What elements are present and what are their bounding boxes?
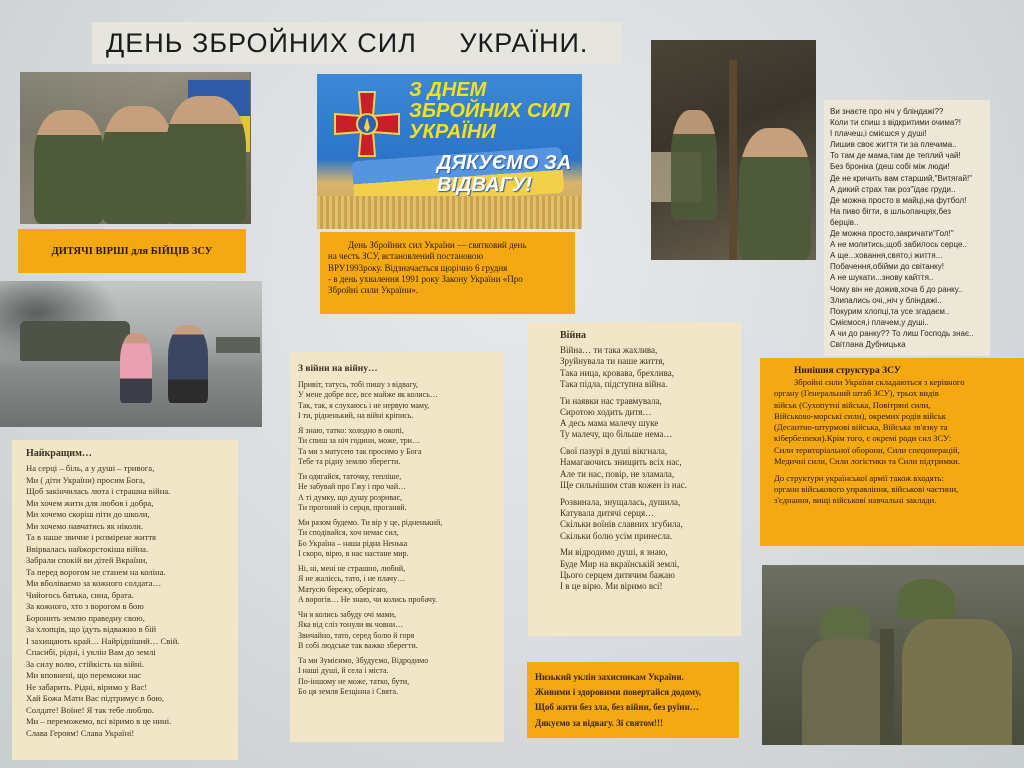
dugout-poem-line: берців.. [830, 217, 859, 227]
poem-war-line: А десь мама малечу шуке [560, 418, 659, 429]
poem-war-letter-line: Тебе та рідну землю зберегти. [298, 456, 401, 466]
structure-line: Збройні сили України складаються з керівного [794, 377, 965, 387]
bow-line: Низький уклін захисникам України. [535, 672, 684, 682]
poem-best-line: На серці – біль, а у душі – тривога, [26, 463, 155, 473]
helmet [820, 605, 870, 639]
poem-war-letter-line: У мене добре все, все майже як колись… [298, 390, 438, 400]
poem-war-line: І в це вірю. Ми віримо всі! [560, 581, 663, 592]
dugout-poem-line: А ще...ховання,свято,і життя... [830, 251, 943, 261]
poem-war-letter-line: Ти прогоняй із серця, проганяй. [298, 502, 407, 512]
dugout-poem [824, 100, 990, 356]
poem-best-line: Ми хочемо скоріш піти до школи, [26, 509, 150, 519]
poem-best-line: Не забарить. Рідні, віримо у Вас! [26, 681, 148, 692]
poem-best-line: Слава Героям! Слава Україні! [26, 727, 135, 738]
poem-war-letter-line: А ворогів… Не знаю, чи колись пробачу. [298, 594, 438, 604]
poem-war-line: Але ти нас, повір, не зламала, [560, 468, 675, 479]
poem-best-line: Ми хочем жити для любов і добра, [26, 497, 154, 508]
children-poems-text: ДИТЯЧІ ВІРШІ для БІЙЦІВ ЗСУ [51, 245, 213, 257]
structure-title: Нинішня структура ЗСУ [794, 366, 901, 376]
poem-best [12, 440, 238, 760]
poem-war-line: Така ница, кровава, брехлива, [560, 367, 674, 378]
structure-line: військ (Сухопутні війська, Повітряні сили, [774, 399, 931, 410]
dugout-poem-line: Покурим хлопці,та усе згадаєм.. [830, 306, 950, 316]
soldier-figure [168, 325, 208, 403]
poem-war-line: Ми відродимо душі, я знаю, [560, 547, 668, 558]
dugout-poem-line: Світлана Дубницька [830, 339, 906, 349]
poem-best-line: Ми хочемо навчатись як ніколи. [26, 520, 143, 531]
structure-line: з'єднання, вищі військові навчальні заклади. [774, 495, 937, 506]
poem-best-line: За кожного, хто з ворогом в бою [26, 601, 144, 611]
holiday-info-line: Збройні сили України». [328, 285, 419, 296]
dugout-poem-line: На пиво бігти, в шльопанцях,без [830, 206, 951, 216]
poem-best-line: Ми вболіваємо за кожного солдата… [26, 578, 162, 588]
dugout-poem-line: Де можна просто в майці,на футбол! [830, 195, 967, 205]
poem-war-title: Війна [560, 330, 586, 341]
poem-war-letter-line: В собі людське так важко зберегти. [298, 640, 418, 650]
dugout-poem-line: А чи до ранку?? То лиш Господь знає.. [830, 328, 974, 338]
poem-best-line: Солдате! Воїне! Я так тебе люблю. [26, 704, 154, 715]
structure-line: Медичні сили, Сили логістики та Сили підтримки. [774, 456, 960, 467]
banner-thanks-line: ЗА ВІДВАГУ! [437, 152, 572, 196]
armed-forces-day-banner [317, 74, 582, 229]
poem-best-line: Та перед ворогом не станем на коліна. [26, 566, 166, 577]
dugout-poem-line: А не шукати...знову кайття.. [830, 273, 934, 283]
holiday-info-line: ВРУ1993року. Відзначається щорічно 6 грудня [328, 262, 508, 273]
poem-war-letter-line: Ти спиш за ніч години, може, три… [298, 436, 420, 446]
mortar-tube [880, 629, 894, 745]
banner-title-line: З ДНЕМ [409, 79, 487, 101]
child-and-apc-photo [0, 281, 262, 427]
poem-war-letter-line: Так, так, я слухаюсь і не нервую маму, [298, 400, 430, 410]
armed-forces-cross-icon [331, 88, 403, 160]
poem-war-letter-line: Не забувай про Гжу і про чай… [298, 482, 407, 492]
dugout-poem-line: Де можна просто,закричати"Гол!" [830, 229, 954, 239]
poem-war-letter-line: Звичайно, тато, серед болю й горя [298, 630, 415, 640]
poem-war-line: Ту малечу, що більше нема… [560, 429, 673, 440]
poem-best-line: Ввірвалась найжорстокіша війна. [26, 543, 149, 554]
poem-best-line: Хай Божа Мати Вас підтримує в бою, [26, 693, 165, 703]
poem-war-letter-line: Я не жалієсь, тато, і не плачу… [298, 574, 406, 584]
child-figure [120, 333, 152, 403]
poem-war-letter-line: Та ми з матусею так просимо у Бога [298, 446, 422, 456]
helmet [897, 579, 955, 619]
holiday-info-box [320, 232, 575, 314]
poem-best-line: Ми вповнені, що переможи нас [26, 670, 142, 680]
poem-war-letter-line: І скоро, вірю, в нас настане мир. [298, 548, 409, 558]
dugout-poem-line: Без броніка (деш собі між люди! [830, 162, 950, 172]
dugout-poem-line: Побачення,обійми до світанку! [830, 262, 944, 272]
poem-war-letter-line: Ти сподівайся, хоч немає сил, [298, 528, 399, 538]
poem-war-letter-line: Чи я колись забуду очі мами, [298, 609, 396, 619]
poem-war-letter-line: Я знаю, татко: холодно в окопі, [298, 425, 404, 435]
poem-war-letter-line: І наші душі, й села і міста. [298, 666, 389, 676]
dugout-poem-line: Ви знаєте про ніч у бліндажі?? [830, 107, 944, 116]
dugout-poem-line: Коли ти спиш з відкритими очима?! [830, 118, 961, 128]
poem-war-line: Скільки воїнів славних згубила, [560, 519, 683, 530]
structure-line: органи військового управління, військові частини, [774, 483, 959, 494]
bow-line: Дякуємо за відвагу. Зі святом!!! [535, 717, 663, 728]
poem-best-line: Забрали спокій ви дітей Вкраїни, [26, 555, 148, 565]
structure-line: Військово-морські сили), окремих родів військ [774, 410, 946, 421]
poem-best-line: За силу волю, стійкість на війні. [26, 658, 145, 669]
bow-box [527, 662, 739, 738]
poem-war-letter-line: Яка від сліз тонули як човни… [298, 620, 404, 630]
poem-war-letter-line: Та ми Зумієимо, Збудуємо, Відродимо [298, 655, 429, 665]
soldiers-group-photo [20, 72, 251, 224]
poem-war-line: Буде Мир на вкраїнській землі, [560, 558, 680, 569]
holiday-info-line: на честь ЗСУ, встановлений постановою [328, 251, 484, 262]
holiday-info-line: - в день ухвалення 1991 року Закону України «Про [328, 273, 523, 284]
dugout-poem-line: Сміємося,і плачем,у душі.. [830, 317, 929, 327]
children-poems-label [18, 229, 246, 273]
poem-best-title: Найкращим… [26, 448, 92, 459]
bow-line: Живими і здоровими повертайся додому, [535, 687, 702, 698]
poem-war-letter-line: А ті думку, що душу розриває, [298, 492, 402, 502]
dugout-poem-line: Де не кричить вам старший,"Витягай!" [830, 173, 973, 183]
wheat-field [317, 196, 582, 229]
banner-thanks-line: ДЯКУЄМО [437, 152, 539, 174]
poem-best-line: Ми – переможемо, всі віримо в це нині. [26, 716, 172, 726]
poem-best-line: Чийогось батька, сина, брата. [26, 589, 134, 600]
banner-title-line: ЗБРОЙНИХ СИЛ [409, 100, 570, 122]
poem-war-letter-line: По-іншому не може, татко, бути, [298, 676, 410, 686]
poem-war-line: Намагаючись знищить всіх нас, [560, 457, 682, 468]
poem-war-line: Цього серцем дитячим бажаю [560, 569, 675, 580]
armored-vehicle [20, 321, 130, 361]
poem-war-letter-line: І ти, рідненький, на війні кріпись. [298, 410, 414, 420]
poem-war-letter-line: Ні, ні, мені не страшно, любий, [298, 563, 406, 573]
structure-line: Сили територіальної оборони, Сили спецоперацій, [774, 444, 960, 455]
dugout-poem-line: Злипались очі,,ніч у бліндажі.. [830, 295, 942, 305]
dugout-poem-line: Лишив своє життя ти за плечима.. [830, 140, 957, 150]
page-title [92, 22, 622, 64]
poem-war-letter-line: Бо ця земля Безцінна і Свята. [298, 686, 399, 696]
poem-best-line: Та в наше звичне і розмірене життя [26, 532, 156, 542]
poem-war-letter-title: З війни на війну… [298, 364, 378, 374]
poem-war [528, 322, 741, 636]
poem-war-line: Зруйнувала ти наше життя, [560, 356, 665, 367]
banner-title [409, 80, 582, 143]
poem-best-line: Боронить землю праведну свою, [26, 612, 145, 623]
poem-war-letter-line: Ми разом будемо. Ти вір у це, рідненький, [298, 517, 443, 527]
soldiers-mortar-photo [762, 565, 1024, 745]
poem-best-line: За хлопців, що їдуть відважно в бій [26, 624, 157, 634]
bow-line: Щоб жити без зла, без війни, без руїни… [535, 702, 699, 713]
dugout-photo [651, 40, 816, 260]
poem-war-line: Скільки болю усім принесла. [560, 530, 673, 541]
dugout-poem-line: А не молитись,щоб забилось серце.. [830, 240, 967, 250]
poem-best-line: Спасибі, рідні, і уклін Вам до землі [26, 647, 156, 657]
poem-war-line: Війна… ти така жахлива, [560, 345, 658, 355]
poem-best-line: Щоб закінчилась люта і страшна війна. [26, 486, 171, 496]
poem-war-line: Розвинала, знущалась, душила, [560, 496, 681, 507]
poem-war-letter-line: Матусю бережу, оберігаю, [298, 584, 388, 594]
structure-line: органу (Генеральний штаб ЗСУ), трьох видів [774, 388, 939, 399]
poem-war-letter [290, 352, 504, 742]
poem-war-line: Свої пазурі в душі вікгнала, [560, 446, 668, 457]
poem-war-letter-line: Бо Україна – наша рідна Ненька [298, 538, 408, 548]
poem-war-letter-line: Ти одягайся, таточку, тепліше, [298, 471, 402, 481]
poem-war-line: Катувала дитячі серця… [560, 508, 655, 519]
poem-war-line: Така підла, підступна війна. [560, 378, 668, 389]
dugout-poem-line: Чому він не дожив,хоча б до ранку.. [830, 284, 963, 294]
dugout-poem-line: І плачеш,і смієшся у душі! [830, 129, 927, 139]
poem-best-line: Ми ( діти України) просим Бога, [26, 474, 145, 485]
structure-box [760, 358, 1024, 546]
poem-best-line: І захищають край… Найрідніший… Свій. [26, 635, 180, 646]
structure-line: До структури української армії також входять: [774, 472, 944, 483]
poem-war-line: Сиротою ходить дитя… [560, 406, 652, 417]
structure-line: (Десантно-штурмові війська, Війська зв'язку та [774, 422, 948, 433]
structure-line: кібербезпеки).Крім того, є окремі роди сил ЗСУ: [774, 433, 952, 444]
dugout-poem-line: То там де мама,там де теплий чай! [830, 151, 961, 161]
banner-thanks [437, 152, 582, 196]
holiday-info-line: День Збройних сил України — святковий день [348, 240, 527, 250]
poem-war-line: Ти наявки нас травмувала, [560, 395, 662, 406]
poem-war-line: Ще сильнішим став кожен із нас. [560, 480, 687, 491]
banner-title-line: УКРАЇНИ [409, 121, 496, 143]
poem-war-letter-line: Привіт, татусь, тобі пишу з відвагу, [298, 380, 418, 389]
dugout-poem-line: А дикий страх так роз"їдає груди.. [830, 184, 956, 194]
title-text: ДЕНЬ ЗБРОЙНИХ СИЛ УКРАЇНИ. [106, 27, 589, 58]
